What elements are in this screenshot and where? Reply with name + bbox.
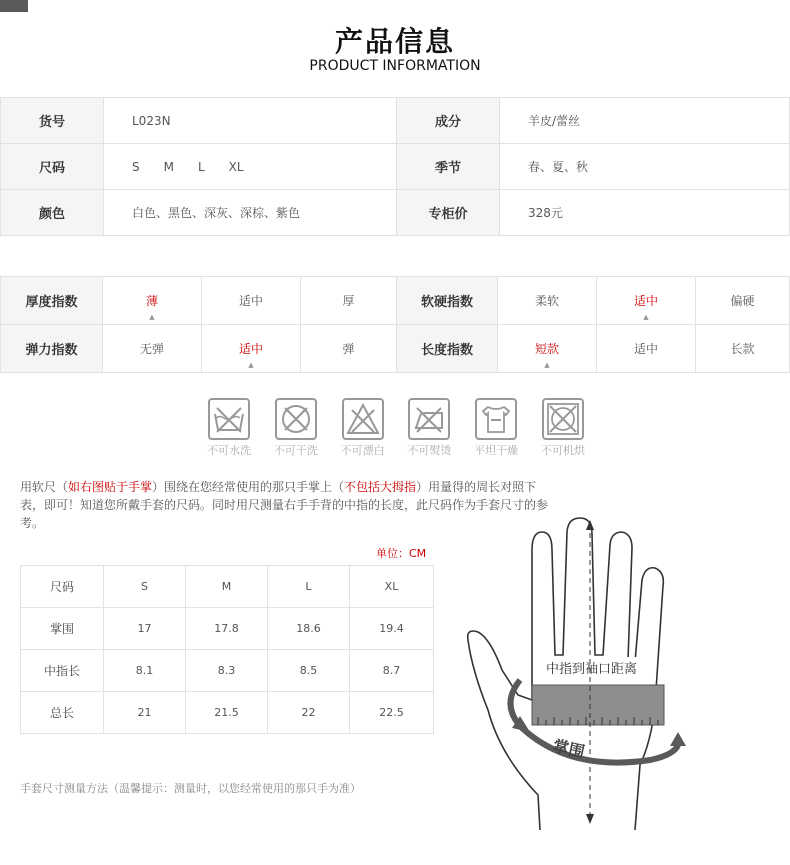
desc-text: ）用量得的周长对照下表，即可！知道您所戴手套的尺码。同时用尺测量右手手背的中指的长度，此尺码作为手套尺寸的参考。 — [20, 480, 549, 530]
table-cell: 22 — [268, 692, 350, 734]
label-sku: 货号 — [1, 98, 104, 144]
option-thickness-thin: 薄 ▲ — [103, 277, 202, 325]
care-item — [534, 398, 592, 458]
table-row — [21, 650, 434, 692]
option-length-short: 短款 ▲ — [498, 325, 597, 373]
label-thickness: 厚度指数 — [1, 277, 103, 325]
option-softness-hard: 偏硬 — [696, 277, 790, 325]
table-cell: 8.7 — [350, 650, 434, 692]
table-row — [21, 692, 434, 734]
option-length-medium: 适中 — [597, 325, 696, 373]
desc-highlight: 不包括大拇指 — [344, 480, 417, 494]
no-tumble-dry-icon — [542, 398, 584, 440]
header-cell: M — [186, 566, 268, 608]
table-row — [1, 325, 790, 373]
value-season: 春、夏、秋 — [500, 144, 790, 190]
page-title: 产品信息 — [334, 25, 455, 58]
row-label: 总长 — [21, 692, 104, 734]
table-cell: 17 — [104, 608, 186, 650]
value-color: 白色、黑色、深灰、深棕、紫色 — [104, 190, 397, 236]
table-cell: 21.5 — [186, 692, 268, 734]
desc-text: ）围绕在您经常使用的那只手掌上（ — [152, 480, 345, 494]
table-row — [21, 608, 434, 650]
option-length-long: 长款 — [696, 325, 790, 373]
desc-text: 用软尺（ — [20, 480, 69, 494]
care-item — [200, 398, 258, 458]
product-index-table — [0, 276, 790, 373]
no-bleach-icon — [342, 398, 384, 440]
table-cell: 18.6 — [268, 608, 350, 650]
value-material: 羊皮/蕾丝 — [500, 98, 790, 144]
palm-label: 掌围 — [551, 736, 587, 762]
table-cell: 17.8 — [186, 608, 268, 650]
care-instructions — [200, 398, 592, 458]
label-price: 专柜价 — [397, 190, 500, 236]
label-color: 颜色 — [1, 190, 104, 236]
option-elasticity-none: 无弹 — [103, 325, 202, 373]
no-wash-icon — [208, 398, 250, 440]
unit-label: 单位：CM — [376, 547, 427, 560]
care-label: 不可机烘 — [540, 444, 585, 457]
table-cell: 8.3 — [186, 650, 268, 692]
table-row — [1, 277, 790, 325]
table-row — [1, 144, 790, 190]
row-label: 中指长 — [21, 650, 104, 692]
page-subtitle: PRODUCT INFORMATION — [309, 58, 481, 74]
care-label: 平坦干燥 — [474, 444, 519, 457]
table-cell: 21 — [104, 692, 186, 734]
care-label: 不可熨烫 — [407, 444, 452, 457]
option-thickness-thick: 厚 — [301, 277, 397, 325]
label-season: 季节 — [397, 144, 500, 190]
care-label: 不可水洗 — [207, 444, 251, 457]
label-elasticity: 弹力指数 — [1, 325, 103, 373]
value-price: 328元 — [500, 190, 790, 236]
table-row — [1, 190, 790, 236]
care-item — [334, 398, 392, 458]
product-info-table — [0, 97, 790, 236]
row-label: 掌围 — [21, 608, 104, 650]
table-row — [1, 98, 790, 144]
table-cell: 8.5 — [268, 650, 350, 692]
table-cell: 22.5 — [350, 692, 434, 734]
care-item — [400, 398, 458, 458]
option-elasticity-stretch: 弹 — [301, 325, 397, 373]
care-label: 不可干洗 — [273, 444, 318, 457]
header-cell: XL — [350, 566, 434, 608]
desc-highlight: 如右图贴于手掌 — [68, 480, 153, 494]
label-size: 尺码 — [1, 144, 104, 190]
table-header-row — [21, 566, 434, 608]
dry-flat-icon — [475, 398, 517, 440]
value-sku: L023N — [104, 98, 397, 144]
option-elasticity-medium: 适中 ▲ — [202, 325, 301, 373]
care-label: 不可漂白 — [340, 444, 385, 457]
label-length: 长度指数 — [397, 325, 498, 373]
middle-finger-label: 中指到袖口距离 — [546, 662, 638, 677]
hand-measure-illustration — [460, 510, 690, 835]
corner-tab — [0, 0, 28, 12]
option-softness-medium: 适中 ▲ — [597, 277, 696, 325]
header-cell: 尺码 — [21, 566, 104, 608]
measure-note: 手套尺寸测量方法（温馨提示：测量时，以您经常使用的那只手为准） — [20, 782, 361, 795]
no-iron-icon — [408, 398, 450, 440]
header-cell: S — [104, 566, 186, 608]
size-table — [20, 565, 434, 734]
label-material: 成分 — [397, 98, 500, 144]
table-cell: 8.1 — [104, 650, 186, 692]
table-cell: 19.4 — [350, 608, 434, 650]
option-softness-soft: 柔软 — [498, 277, 597, 325]
care-item — [467, 398, 525, 458]
value-size: S M L XL — [104, 144, 397, 190]
care-item — [267, 398, 325, 458]
no-dry-clean-icon — [275, 398, 317, 440]
header-cell: L — [268, 566, 350, 608]
label-softness: 软硬指数 — [397, 277, 498, 325]
option-thickness-medium: 适中 — [202, 277, 301, 325]
